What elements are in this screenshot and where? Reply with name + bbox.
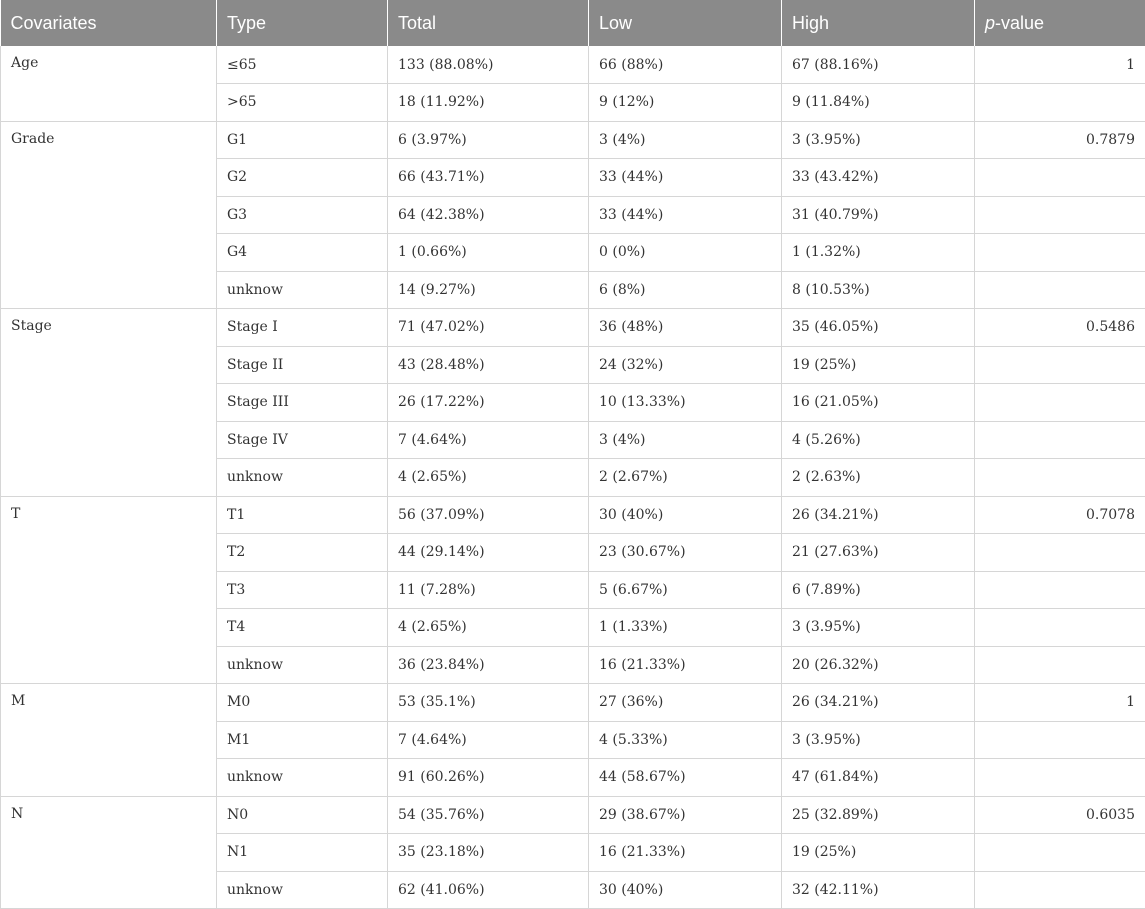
pvalue-cell: 1 (975, 46, 1145, 84)
low-cell: 10 (13.33%) (589, 384, 782, 422)
table-row (1, 121, 1145, 159)
pvalue-cell (975, 534, 1145, 572)
table-row (1, 46, 1145, 84)
header-high: High (782, 0, 975, 46)
pvalue-cell (975, 571, 1145, 609)
type-cell: N0 (217, 796, 388, 834)
pvalue-cell (975, 196, 1145, 234)
pvalue-cell (975, 871, 1145, 909)
table-body (1, 46, 1145, 909)
low-cell: 3 (4%) (589, 121, 782, 159)
type-cell: M1 (217, 721, 388, 759)
type-cell: T4 (217, 609, 388, 647)
high-cell: 2 (2.63%) (782, 459, 975, 497)
total-cell: 133 (88.08%) (388, 46, 589, 84)
header-total: Total (388, 0, 589, 46)
pvalue-cell (975, 384, 1145, 422)
high-cell: 33 (43.42%) (782, 159, 975, 197)
pvalue-cell (975, 84, 1145, 122)
low-cell: 23 (30.67%) (589, 534, 782, 572)
low-cell: 33 (44%) (589, 196, 782, 234)
high-cell: 19 (25%) (782, 346, 975, 384)
total-cell: 35 (23.18%) (388, 834, 589, 872)
header-low: Low (589, 0, 782, 46)
pvalue-cell (975, 834, 1145, 872)
header-pvalue-rest: -value (995, 13, 1044, 33)
pvalue-cell (975, 759, 1145, 797)
high-cell: 25 (32.89%) (782, 796, 975, 834)
high-cell: 19 (25%) (782, 834, 975, 872)
total-cell: 18 (11.92%) (388, 84, 589, 122)
total-cell: 26 (17.22%) (388, 384, 589, 422)
total-cell: 43 (28.48%) (388, 346, 589, 384)
total-cell: 7 (4.64%) (388, 721, 589, 759)
table-row (1, 796, 1145, 834)
pvalue-cell: 1 (975, 684, 1145, 722)
pvalue-cell (975, 721, 1145, 759)
high-cell: 3 (3.95%) (782, 721, 975, 759)
high-cell: 1 (1.32%) (782, 234, 975, 272)
type-cell: ≤65 (217, 46, 388, 84)
low-cell: 6 (8%) (589, 271, 782, 309)
high-cell: 3 (3.95%) (782, 609, 975, 647)
low-cell: 24 (32%) (589, 346, 782, 384)
type-cell: M0 (217, 684, 388, 722)
type-cell: Stage III (217, 384, 388, 422)
covariate-cell: T (1, 496, 217, 684)
total-cell: 11 (7.28%) (388, 571, 589, 609)
covariate-cell: M (1, 684, 217, 797)
pvalue-cell (975, 159, 1145, 197)
total-cell: 91 (60.26%) (388, 759, 589, 797)
pvalue-cell (975, 346, 1145, 384)
type-cell: Stage I (217, 309, 388, 347)
table-row (1, 309, 1145, 347)
total-cell: 1 (0.66%) (388, 234, 589, 272)
header-pvalue (975, 0, 1145, 46)
type-cell: N1 (217, 834, 388, 872)
high-cell: 67 (88.16%) (782, 46, 975, 84)
pvalue-cell: 0.5486 (975, 309, 1145, 347)
type-cell: G1 (217, 121, 388, 159)
low-cell: 9 (12%) (589, 84, 782, 122)
low-cell: 1 (1.33%) (589, 609, 782, 647)
low-cell: 33 (44%) (589, 159, 782, 197)
type-cell: Stage IV (217, 421, 388, 459)
total-cell: 62 (41.06%) (388, 871, 589, 909)
low-cell: 30 (40%) (589, 496, 782, 534)
total-cell: 6 (3.97%) (388, 121, 589, 159)
total-cell: 4 (2.65%) (388, 459, 589, 497)
low-cell: 0 (0%) (589, 234, 782, 272)
type-cell: G3 (217, 196, 388, 234)
low-cell: 27 (36%) (589, 684, 782, 722)
pvalue-cell (975, 271, 1145, 309)
total-cell: 66 (43.71%) (388, 159, 589, 197)
table-row (1, 684, 1145, 722)
high-cell: 26 (34.21%) (782, 684, 975, 722)
total-cell: 71 (47.02%) (388, 309, 589, 347)
pvalue-cell (975, 646, 1145, 684)
table-row (1, 496, 1145, 534)
header-pvalue-italic: p (985, 13, 995, 33)
low-cell: 16 (21.33%) (589, 646, 782, 684)
low-cell: 2 (2.67%) (589, 459, 782, 497)
high-cell: 26 (34.21%) (782, 496, 975, 534)
table-header (1, 0, 1145, 46)
type-cell: unknow (217, 271, 388, 309)
low-cell: 5 (6.67%) (589, 571, 782, 609)
total-cell: 14 (9.27%) (388, 271, 589, 309)
header-row (1, 0, 1145, 46)
low-cell: 29 (38.67%) (589, 796, 782, 834)
type-cell: T2 (217, 534, 388, 572)
type-cell: unknow (217, 871, 388, 909)
high-cell: 32 (42.11%) (782, 871, 975, 909)
type-cell: >65 (217, 84, 388, 122)
covariate-cell: Stage (1, 309, 217, 497)
high-cell: 3 (3.95%) (782, 121, 975, 159)
low-cell: 44 (58.67%) (589, 759, 782, 797)
high-cell: 9 (11.84%) (782, 84, 975, 122)
low-cell: 3 (4%) (589, 421, 782, 459)
type-cell: unknow (217, 759, 388, 797)
high-cell: 31 (40.79%) (782, 196, 975, 234)
low-cell: 36 (48%) (589, 309, 782, 347)
type-cell: unknow (217, 646, 388, 684)
low-cell: 66 (88%) (589, 46, 782, 84)
high-cell: 35 (46.05%) (782, 309, 975, 347)
total-cell: 64 (42.38%) (388, 196, 589, 234)
low-cell: 30 (40%) (589, 871, 782, 909)
type-cell: Stage II (217, 346, 388, 384)
high-cell: 4 (5.26%) (782, 421, 975, 459)
total-cell: 44 (29.14%) (388, 534, 589, 572)
total-cell: 36 (23.84%) (388, 646, 589, 684)
low-cell: 16 (21.33%) (589, 834, 782, 872)
type-cell: unknow (217, 459, 388, 497)
total-cell: 56 (37.09%) (388, 496, 589, 534)
header-type: Type (217, 0, 388, 46)
total-cell: 54 (35.76%) (388, 796, 589, 834)
high-cell: 8 (10.53%) (782, 271, 975, 309)
type-cell: T1 (217, 496, 388, 534)
covariate-cell: Age (1, 46, 217, 121)
pvalue-cell: 0.6035 (975, 796, 1145, 834)
covariate-cell: Grade (1, 121, 217, 309)
type-cell: G4 (217, 234, 388, 272)
high-cell: 20 (26.32%) (782, 646, 975, 684)
pvalue-cell (975, 234, 1145, 272)
pvalue-cell (975, 421, 1145, 459)
high-cell: 16 (21.05%) (782, 384, 975, 422)
total-cell: 7 (4.64%) (388, 421, 589, 459)
high-cell: 47 (61.84%) (782, 759, 975, 797)
pvalue-cell: 0.7879 (975, 121, 1145, 159)
header-covariates: Covariates (1, 0, 217, 46)
total-cell: 4 (2.65%) (388, 609, 589, 647)
low-cell: 4 (5.33%) (589, 721, 782, 759)
type-cell: T3 (217, 571, 388, 609)
high-cell: 21 (27.63%) (782, 534, 975, 572)
pvalue-cell: 0.7078 (975, 496, 1145, 534)
pvalue-cell (975, 609, 1145, 647)
covariate-cell: N (1, 796, 217, 909)
type-cell: G2 (217, 159, 388, 197)
total-cell: 53 (35.1%) (388, 684, 589, 722)
pvalue-cell (975, 459, 1145, 497)
high-cell: 6 (7.89%) (782, 571, 975, 609)
